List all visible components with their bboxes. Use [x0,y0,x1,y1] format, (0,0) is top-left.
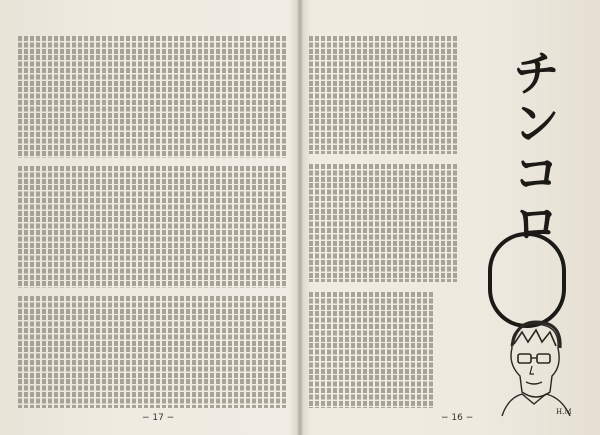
text-column [78,296,82,408]
text-column [216,36,220,158]
text-column [441,36,445,154]
text-column [48,36,52,158]
text-column [381,292,385,408]
text-column [258,296,262,408]
text-column [276,36,280,158]
text-column [30,36,34,158]
text-column [234,166,238,288]
text-column [168,36,172,158]
text-column [309,36,313,154]
text-column [270,36,274,158]
text-column [150,296,154,408]
text-column [222,296,226,408]
text-column [264,296,268,408]
text-column [321,164,325,282]
text-column [417,164,421,282]
text-column [246,296,250,408]
text-column [387,164,391,282]
text-column [435,164,439,282]
text-column [270,296,274,408]
text-column [327,292,331,408]
text-column [84,166,88,288]
text-column [246,166,250,288]
text-column [60,36,64,158]
text-column [180,36,184,158]
text-column [90,166,94,288]
text-column [240,36,244,158]
text-column [321,36,325,154]
svg-text:H.M: H.M [556,408,572,416]
text-column [405,164,409,282]
text-column [102,296,106,408]
text-column [399,164,403,282]
text-column [264,166,268,288]
text-column [429,164,433,282]
text-column [327,36,331,154]
text-column [240,166,244,288]
text-column [120,36,124,158]
text-column [180,296,184,408]
text-column [54,36,58,158]
text-column [252,296,256,408]
text-column [126,166,130,288]
text-column [24,36,28,158]
text-column [102,36,106,158]
text-column [363,164,367,282]
text-column [198,36,202,158]
page-gutter [297,0,303,435]
text-column [405,292,409,408]
text-column [18,166,22,288]
text-column [114,36,118,158]
text-column [393,36,397,154]
text-column [216,296,220,408]
text-column [60,166,64,288]
text-column [453,164,457,282]
text-column [210,296,214,408]
text-column [411,36,415,154]
text-column [309,292,313,408]
page-number-left: − 17 − [142,413,175,423]
text-column [375,292,379,408]
text-column [222,36,226,158]
text-column [345,292,349,408]
text-column [357,164,361,282]
text-column [42,166,46,288]
text-column [126,36,130,158]
text-column [192,36,196,158]
text-column [150,36,154,158]
text-column [186,166,190,288]
text-column [315,292,319,408]
text-column [345,36,349,154]
text-column [204,166,208,288]
text-column [168,166,172,288]
text-column [90,296,94,408]
text-column [321,292,325,408]
text-column [339,164,343,282]
text-column [108,296,112,408]
text-column [156,296,160,408]
text-column [144,36,148,158]
text-column [309,164,313,282]
text-column [228,296,232,408]
text-column [174,296,178,408]
text-column [114,166,118,288]
text-column [36,166,40,288]
author-portrait-illustration [492,318,578,418]
page-number-right: − 16 − [441,413,474,423]
text-column [270,166,274,288]
text-column [252,166,256,288]
text-column [48,166,52,288]
text-column [138,296,142,408]
text-column [315,36,319,154]
text-column [24,296,28,408]
article-title: チンコロ [504,48,560,248]
text-column [258,36,262,158]
text-column [96,36,100,158]
text-column [234,36,238,158]
text-column [399,36,403,154]
title-parenthesis-frame [488,232,566,328]
text-column [78,166,82,288]
text-column [162,36,166,158]
text-column [96,166,100,288]
text-column [204,36,208,158]
text-column [327,164,331,282]
text-column [453,36,457,154]
text-column [357,292,361,408]
text-column [210,166,214,288]
text-column [240,296,244,408]
text-column [144,166,148,288]
text-column [282,166,286,288]
text-column [387,292,391,408]
text-column [204,296,208,408]
text-column [192,296,196,408]
text-column [435,36,439,154]
text-column [315,164,319,282]
text-column [264,36,268,158]
text-column [276,166,280,288]
text-column [18,36,22,158]
text-column [333,292,337,408]
text-column [60,296,64,408]
text-column [42,296,46,408]
text-column [339,36,343,154]
text-column [387,36,391,154]
text-column [198,166,202,288]
text-column [399,292,403,408]
text-column [375,164,379,282]
text-column [174,166,178,288]
text-column [423,36,427,154]
text-column [180,166,184,288]
text-column [441,164,445,282]
text-column [258,166,262,288]
text-column [423,164,427,282]
text-column [228,166,232,288]
text-column [162,296,166,408]
text-column [447,36,451,154]
text-column [186,36,190,158]
text-column [138,166,142,288]
text-column [369,292,373,408]
text-column [108,36,112,158]
text-column [351,292,355,408]
text-column [393,164,397,282]
text-column [108,166,112,288]
text-column [72,166,76,288]
text-column [114,296,118,408]
text-column [411,164,415,282]
text-column [375,36,379,154]
text-column [18,296,22,408]
text-column [339,292,343,408]
text-column [246,36,250,158]
text-column [42,36,46,158]
text-column [144,296,148,408]
text-column [405,36,409,154]
text-column [417,292,421,408]
text-column [66,166,70,288]
text-column [30,166,34,288]
text-column [393,292,397,408]
text-column [447,164,451,282]
text-column [24,166,28,288]
text-column [363,292,367,408]
text-column [132,36,136,158]
text-column [156,36,160,158]
text-column [351,36,355,154]
text-column [429,36,433,154]
text-column [216,166,220,288]
text-column [381,164,385,282]
text-column [429,292,433,408]
text-column [138,36,142,158]
text-column [174,36,178,158]
text-column [78,36,82,158]
text-column [162,166,166,288]
text-column [411,292,415,408]
text-column [228,36,232,158]
text-column [276,296,280,408]
text-column [222,166,226,288]
text-column [30,296,34,408]
text-column [84,36,88,158]
text-column [96,296,100,408]
text-column [120,296,124,408]
text-column [186,296,190,408]
text-column [126,296,130,408]
text-column [333,164,337,282]
text-column [198,296,202,408]
text-column [369,164,373,282]
text-column [66,36,70,158]
text-column [90,36,94,158]
text-column [168,296,172,408]
text-column [423,292,427,408]
text-column [381,36,385,154]
text-column [252,36,256,158]
text-column [369,36,373,154]
text-column [357,36,361,154]
text-column [282,296,286,408]
text-column [84,296,88,408]
text-column [333,36,337,154]
text-column [351,164,355,282]
text-column [234,296,238,408]
text-column [120,166,124,288]
text-column [48,296,52,408]
text-column [102,166,106,288]
text-column [132,296,136,408]
text-column [72,36,76,158]
text-column [156,166,160,288]
text-column [132,166,136,288]
text-column [210,36,214,158]
text-column [363,36,367,154]
text-column [192,166,196,288]
text-column [72,296,76,408]
text-column [66,296,70,408]
text-column [36,296,40,408]
text-column [282,36,286,158]
text-column [417,36,421,154]
text-column [345,164,349,282]
text-column [36,36,40,158]
text-column [54,166,58,288]
text-column [54,296,58,408]
text-column [150,166,154,288]
